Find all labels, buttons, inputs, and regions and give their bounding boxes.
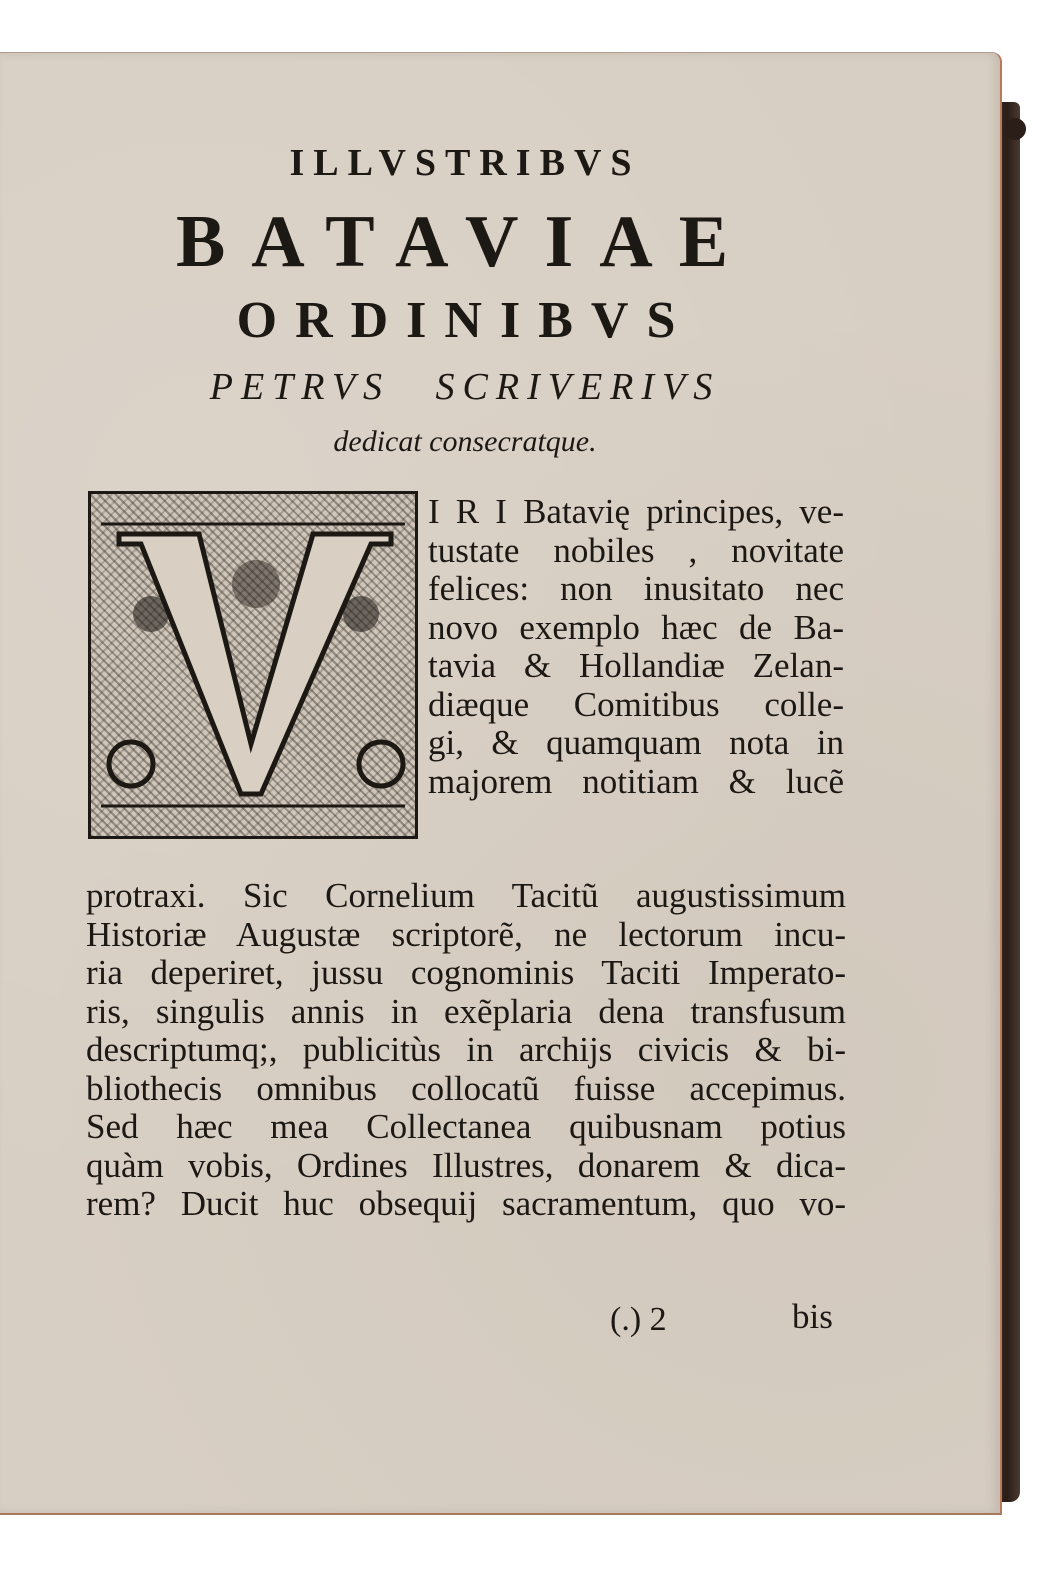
book-page bbox=[0, 52, 1002, 1515]
text-line: tustate nobiles , novitate bbox=[428, 530, 844, 570]
text-line: gi, & quamquam nota in bbox=[428, 723, 844, 762]
woodcut-initial-v bbox=[88, 491, 418, 839]
text-line: tavia & Hollandiæ Zelan- bbox=[428, 646, 844, 685]
text-line: Sed hæc mea Collectanea quibusnam potius bbox=[86, 1107, 846, 1146]
heading-line-bataviae: BATAVIAE bbox=[175, 201, 755, 283]
text-line: ria deperiret, jussu cognominis Taciti Imperato- bbox=[86, 953, 846, 992]
text-line: quàm vobis, Ordines Illustres, donarem & dica- bbox=[86, 1145, 846, 1185]
text-line: protraxi. Sic Cornelium Tacitũ augustissimum bbox=[86, 876, 846, 915]
heading-line-dedication: dedicat consecratque. bbox=[333, 425, 597, 458]
spine-headcap bbox=[1004, 118, 1026, 140]
heading-line-author: PETRVS SCRIVERIVS bbox=[209, 366, 721, 408]
catchword: bis bbox=[792, 1297, 833, 1336]
text-line: ris, singulis annis in exẽplaria dena transfusum bbox=[86, 991, 846, 1031]
decorative-initial-icon bbox=[91, 494, 415, 836]
heading-line-illustribus: ILLVSTRIBVS bbox=[289, 142, 641, 184]
text-line: rem? Ducit huc obsequij sacramentum, quo vo- bbox=[86, 1184, 846, 1223]
heading-line-ordinibus: ORDINIBVS bbox=[236, 292, 694, 349]
text-line: Historiæ Augustæ scriptorẽ, ne lectorum incu- bbox=[86, 914, 846, 954]
text-line: I R I Batavię principes, ve- bbox=[428, 492, 844, 531]
signature-mark: (.) 2 bbox=[610, 1301, 667, 1338]
text-line: felices: non inusitato nec bbox=[428, 569, 844, 608]
text-block-full-width bbox=[86, 877, 846, 1224]
text-line: bliothecis omnibus collocatũ fuisse accepimus. bbox=[86, 1068, 846, 1108]
text-line: diæque Comitibus colle- bbox=[428, 684, 844, 724]
text-line: novo exemplo hæc de Ba- bbox=[428, 607, 844, 647]
text-block-beside-initial bbox=[428, 493, 844, 801]
text-line: descriptumq;, publicitùs in archijs civicis & bi- bbox=[86, 1030, 846, 1069]
text-line: majorem notitiam & lucẽ bbox=[428, 761, 844, 801]
